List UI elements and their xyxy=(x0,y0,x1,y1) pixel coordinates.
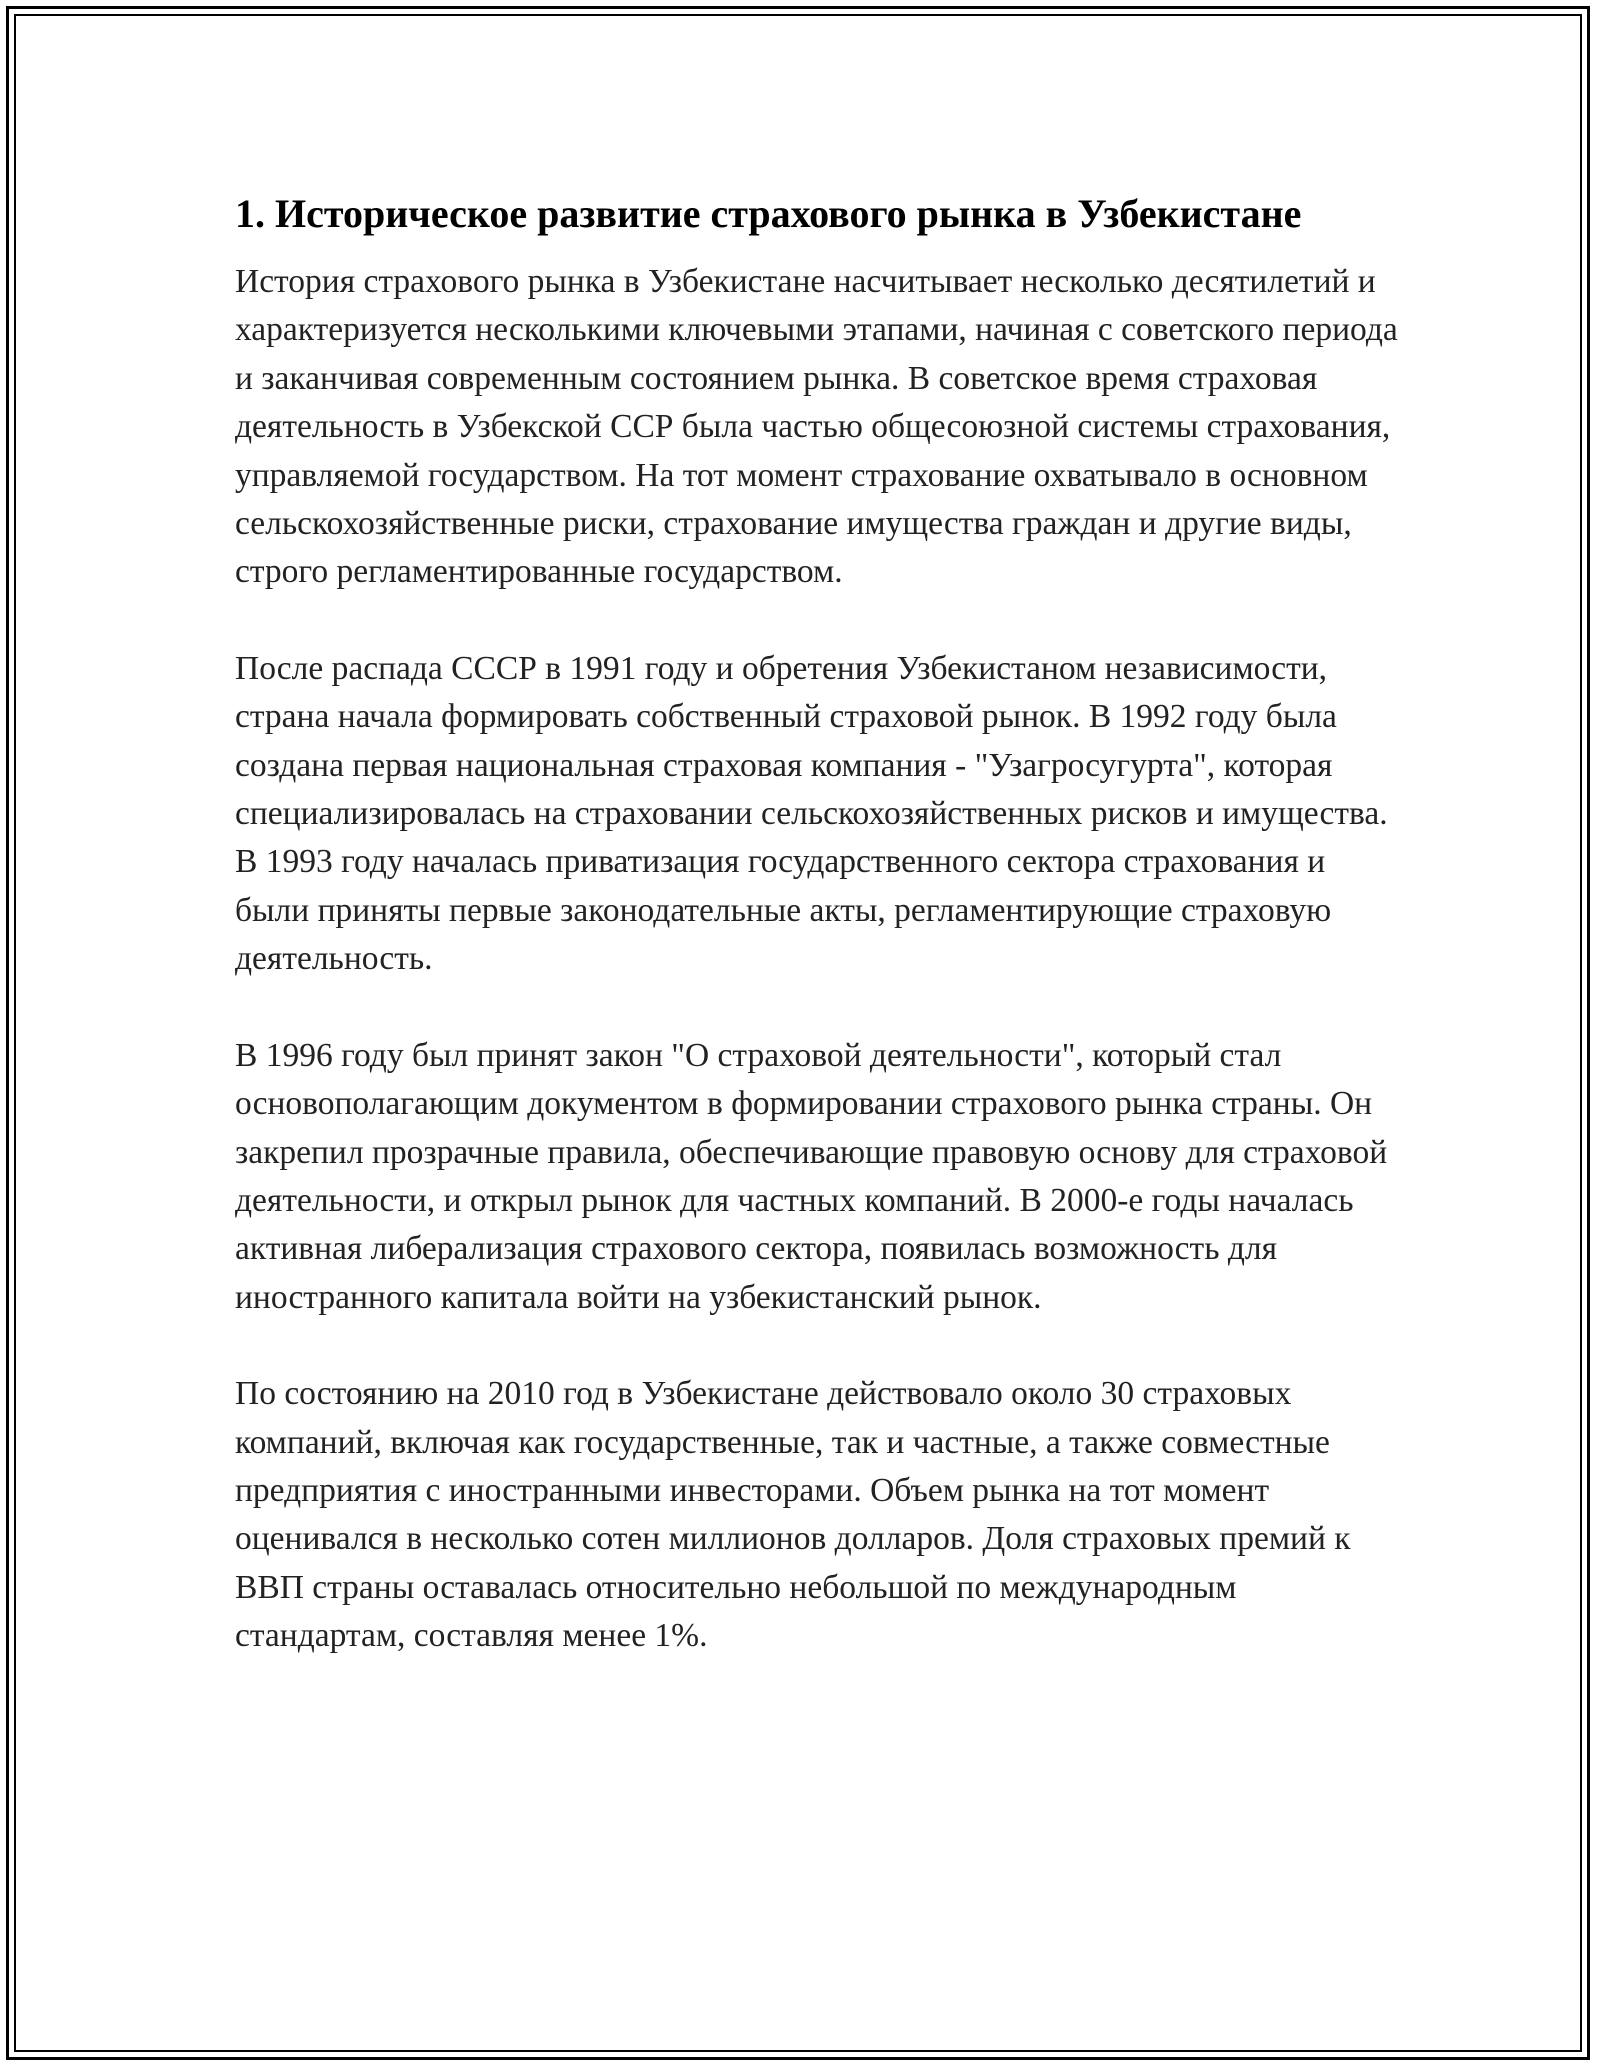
section-heading: 1. Историческое развитие страхового рынка в Узбекистане xyxy=(235,191,1302,236)
document-content xyxy=(235,186,1405,1709)
paragraph-1: История страхового рынка в Узбекистане насчитывает несколько десятилетий и характеризуется несколькими ключевыми этапами, начиная с советского периода и заканчивая современным состоянием рынка. В советское время страховая деятельность в Узбекской ССР была частью общесоюзной системы страхования, управляемой государством. На тот момент страхование охватывало в основном сельскохозяйственные риски, страхование имущества граждан и другие виды, строго регламентированные государством. xyxy=(235,263,1398,591)
paragraph-2: После распада СССР в 1991 году и обретения Узбекистаном независимости, страна начала формировать собственный страховой рынок. В 1992 году была создана первая национальная страховая компания - "Узагросугурта", которая специализировалась на страховании сельскохозяйственных рисков и имущества. В 1993 году началась приватизация государственного сектора страхования и были приняты первые законодательные акты, регламентирующие страховую деятельность. xyxy=(235,649,1388,978)
paragraph-3: В 1996 году был принят закон "О страховой деятельности", который стал основополагающим документом в формировании страхового рынка страны. Он закрепил прозрачные правила, обеспечивающие правовую основу для страховой деятельности, и открыл рынок для частных компаний. В 2000-е годы началась активная либерализация страхового сектора, появилась возможность для иностранного капитала войти на узбекистанский рынок. xyxy=(235,1036,1388,1316)
paragraph-4: По состоянию на 2010 год в Узбекистане действовало около 30 страховых компаний, включая как государственные, так и частные, а также совместные предприятия с иностранными инвесторами. Объем рынка на тот момент оценивался в несколько сотен миллионов долларов. Доля страховых премий к ВВП страны оставалась относительно небольшой по международным стандартам, составляя менее 1%. xyxy=(235,1375,1351,1655)
